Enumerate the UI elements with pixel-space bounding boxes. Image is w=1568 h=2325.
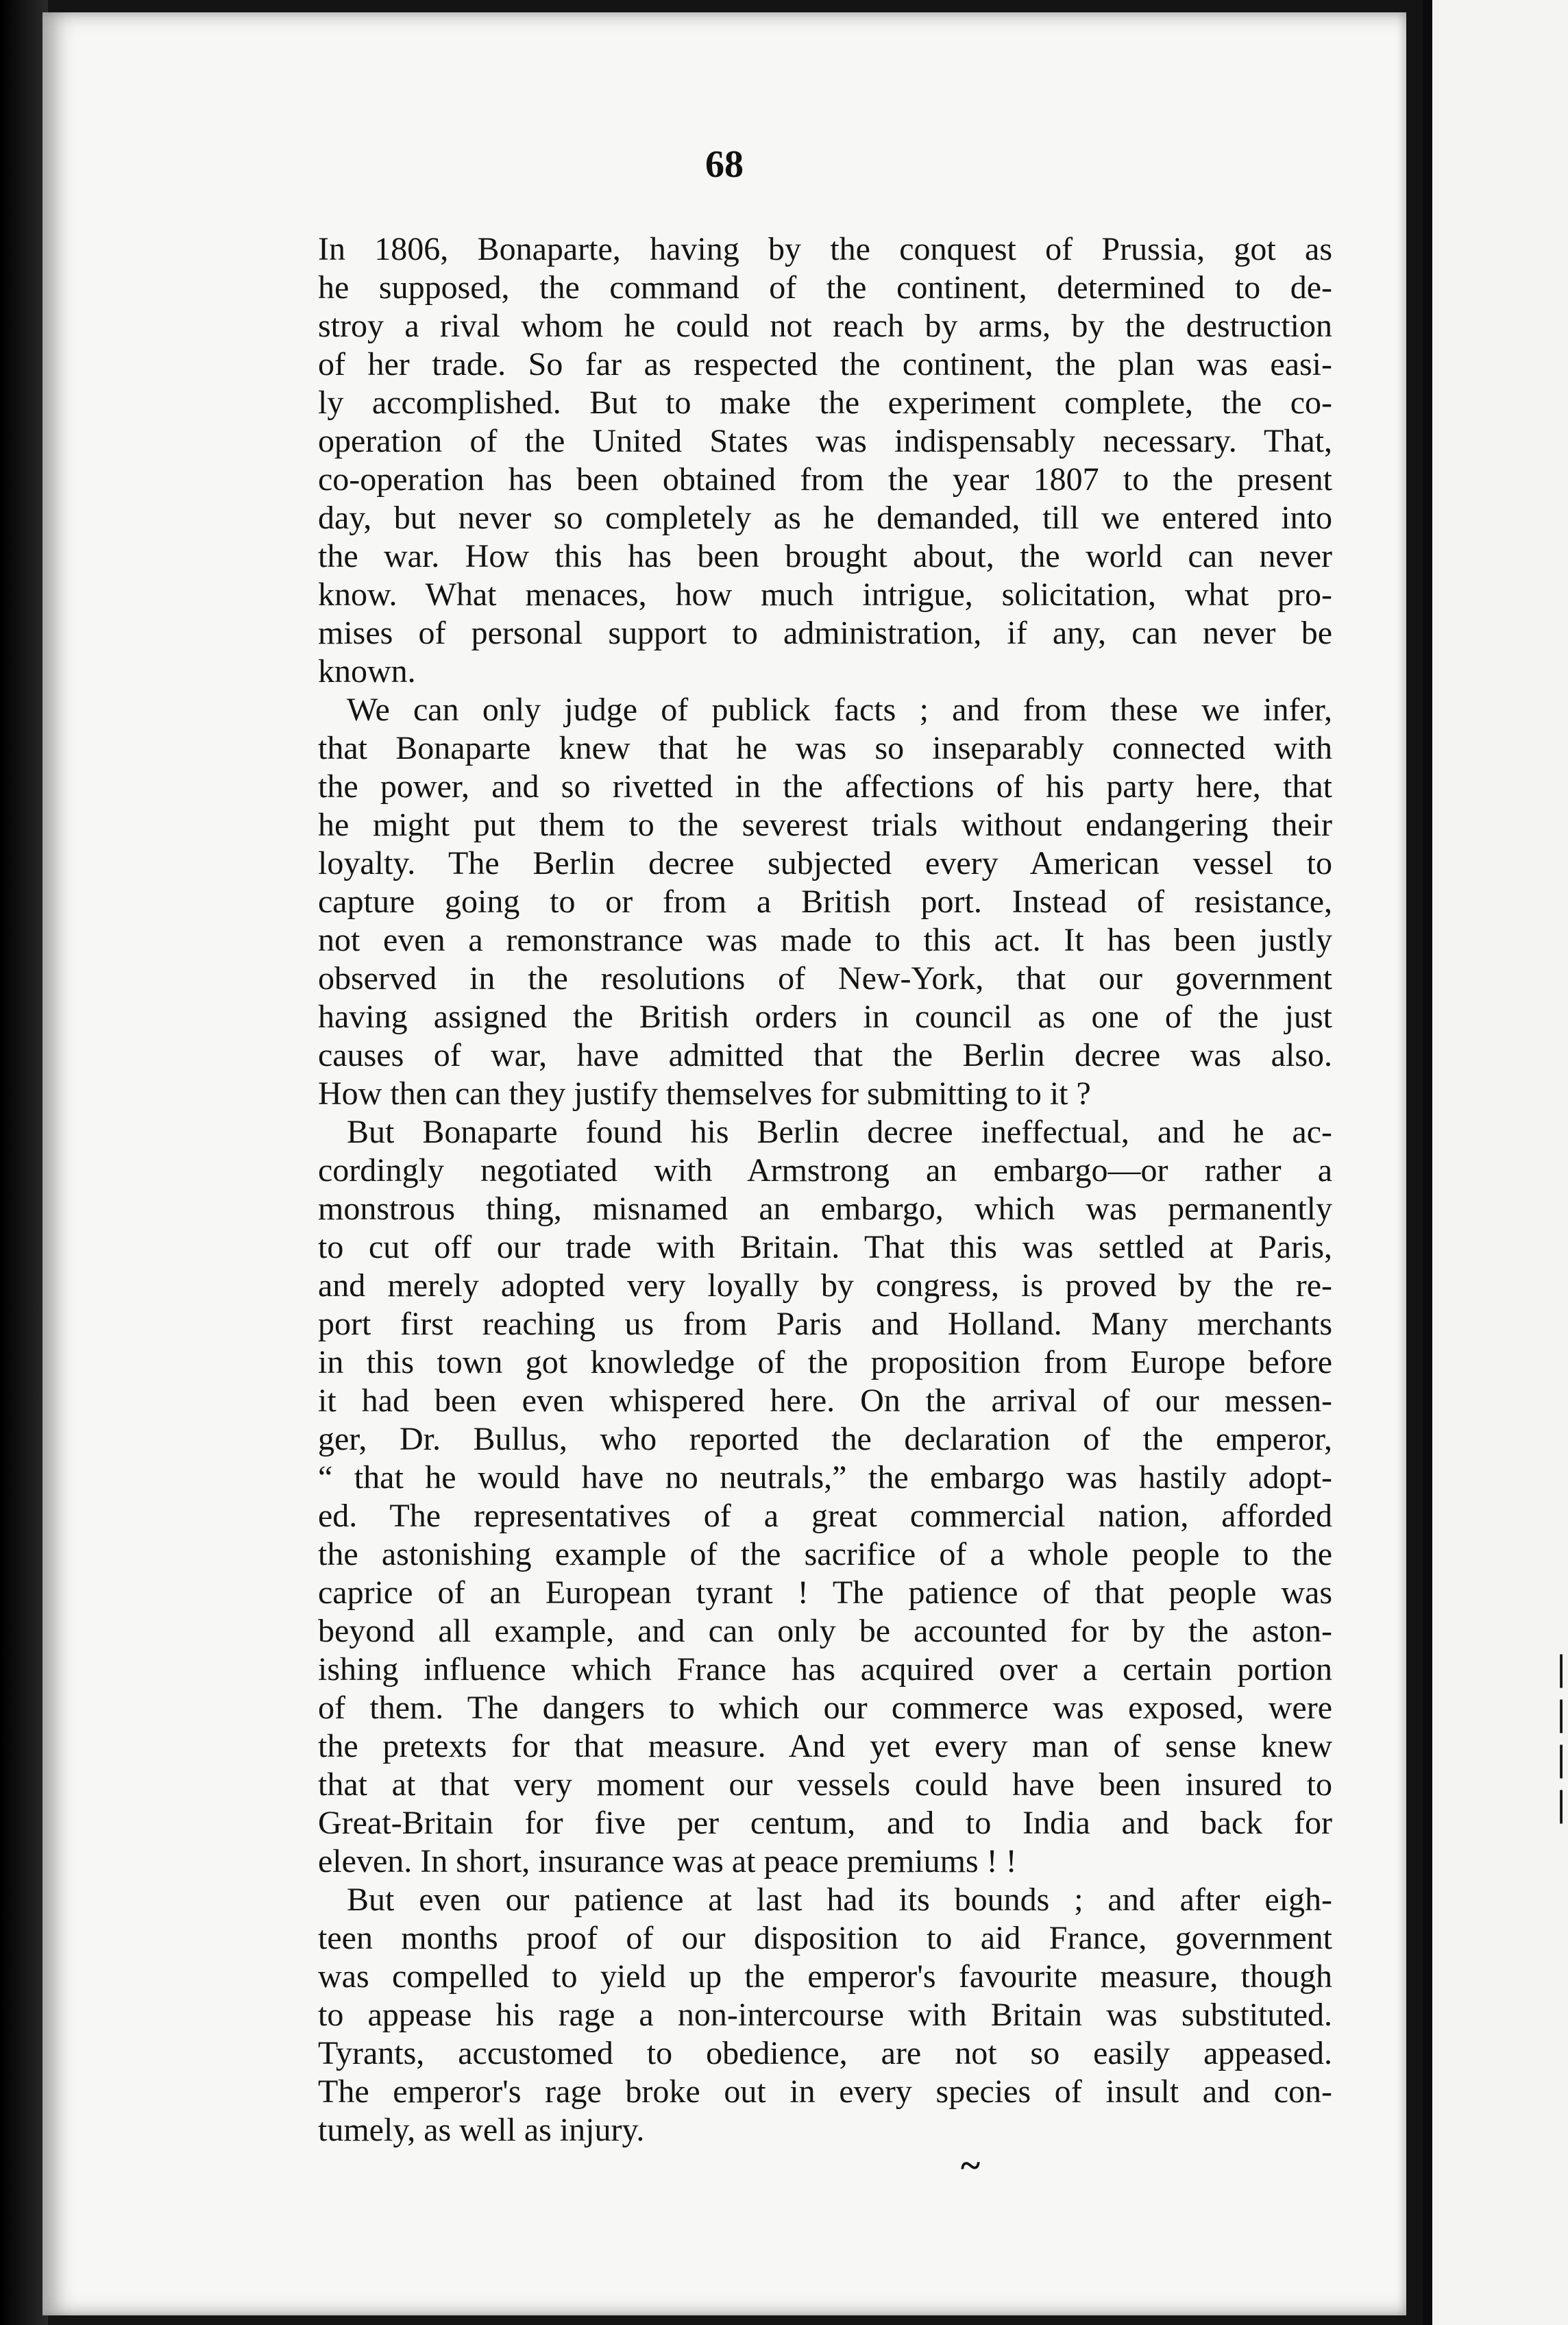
text-line-15: the power, and so rivetted in the affections of his party here, that	[318, 768, 1332, 805]
text-line-47: to appease his rage a non-intercourse with Britain was substituted.	[318, 1997, 1332, 2033]
text-line-22: causes of war, have admitted that the Berlin decree was also.	[318, 1037, 1332, 1073]
text-line-44: But even our patience at last had its bounds ; and after eigh-	[347, 1882, 1332, 1918]
facing-page-marks: | | | |	[1557, 1647, 1565, 1824]
end-ornament: ~	[961, 2145, 981, 2186]
text-line-33: “ that he would have no neutrals,” the embargo was hastily adopt-	[318, 1459, 1332, 1496]
book-page	[42, 12, 1406, 2315]
text-line-14: that Bonaparte knew that he was so inseparably connected with	[318, 730, 1332, 766]
text-line-35: the astonishing example of the sacrifice of a whole people to the	[318, 1536, 1332, 1572]
book-spine-shadow	[0, 0, 48, 2325]
text-line-17: loyalty. The Berlin decree subjected every American vessel to	[318, 845, 1332, 881]
text-line-43: eleven. In short, insurance was at peace premiums ! !	[318, 1843, 1017, 1879]
text-line-20: observed in the resolutions of New-York, that our government	[318, 960, 1332, 997]
text-line-21: having assigned the British orders in council as one of the just	[318, 999, 1332, 1035]
text-line-23: How then can they justify themselves for submitting to it ?	[318, 1075, 1091, 1112]
text-line-24: But Bonaparte found his Berlin decree ineffectual, and he ac-	[347, 1114, 1332, 1150]
text-line-27: to cut off our trade with Britain. That this was settled at Paris,	[318, 1229, 1332, 1265]
text-line-40: the pretexts for that measure. And yet every man of sense knew	[318, 1728, 1332, 1764]
text-line-3: stroy a rival whom he could not reach by arms, by the destruction	[318, 308, 1332, 344]
text-line-39: of them. The dangers to which our commerce was exposed, were	[318, 1690, 1332, 1726]
text-line-7: co-operation has been obtained from the year 1807 to the present	[318, 461, 1332, 498]
text-line-26: monstrous thing, misnamed an embargo, which was permanently	[318, 1191, 1332, 1227]
facing-page-edge	[1423, 0, 1568, 2325]
text-line-41: that at that very moment our vessels could have been insured to	[318, 1766, 1332, 1803]
text-line-38: ishing influence which France has acquired over a certain portion	[318, 1651, 1332, 1688]
text-line-42: Great-Britain for five per centum, and to India and back for	[318, 1805, 1332, 1841]
text-line-34: ed. The representatives of a great commercial nation, afforded	[318, 1498, 1332, 1534]
text-line-50: tumely, as well as injury.	[318, 2112, 645, 2148]
text-line-49: The emperor's rage broke out in every species of insult and con-	[318, 2073, 1332, 2110]
text-line-19: not even a remonstrance was made to this act. It has been justly	[318, 922, 1332, 958]
text-line-18: capture going to or from a British port. Instead of resistance,	[318, 884, 1332, 920]
text-line-48: Tyrants, accustomed to obedience, are not so easily appeased.	[318, 2035, 1332, 2071]
text-line-12: known.	[318, 653, 416, 690]
text-line-8: day, but never so completely as he demanded, till we entered into	[318, 500, 1332, 536]
body-text	[318, 230, 1332, 2150]
text-line-45: teen months proof of our disposition to aid France, government	[318, 1920, 1332, 1956]
text-line-1: In 1806, Bonaparte, having by the conquest of Prussia, got as	[318, 231, 1332, 267]
text-line-36: caprice of an European tyrant ! The patience of that people was	[318, 1574, 1332, 1611]
text-line-16: he might put them to the severest trials without endangering their	[318, 807, 1332, 843]
text-line-11: mises of personal support to administration, if any, can never be	[318, 615, 1332, 651]
text-line-5: ly accomplished. But to make the experiment complete, the co-	[318, 385, 1332, 421]
text-line-9: the war. How this has been brought about, the world can never	[318, 538, 1332, 574]
text-line-37: beyond all example, and can only be accounted for by the aston-	[318, 1613, 1332, 1649]
text-line-2: he supposed, the command of the continent, determined to de-	[318, 269, 1332, 306]
text-line-13: We can only judge of publick facts ; and from these we infer,	[347, 692, 1332, 728]
page-number: 68	[705, 143, 744, 186]
text-line-46: was compelled to yield up the emperor's favourite measure, though	[318, 1958, 1332, 1995]
text-line-31: it had been even whispered here. On the arrival of our messen-	[318, 1383, 1332, 1419]
text-line-6: operation of the United States was indispensably necessary. That,	[318, 423, 1332, 459]
text-line-30: in this town got knowledge of the proposition from Europe before	[318, 1344, 1332, 1380]
text-line-4: of her trade. So far as respected the continent, the plan was easi-	[318, 346, 1332, 382]
text-line-25: cordingly negotiated with Armstrong an embargo—or rather a	[318, 1152, 1332, 1189]
text-line-32: ger, Dr. Bullus, who reported the declaration of the emperor,	[318, 1421, 1332, 1457]
text-line-10: know. What menaces, how much intrigue, solicitation, what pro-	[318, 576, 1332, 613]
text-line-28: and merely adopted very loyally by congress, is proved by the re-	[318, 1267, 1332, 1304]
text-line-29: port first reaching us from Paris and Holland. Many merchants	[318, 1306, 1332, 1342]
